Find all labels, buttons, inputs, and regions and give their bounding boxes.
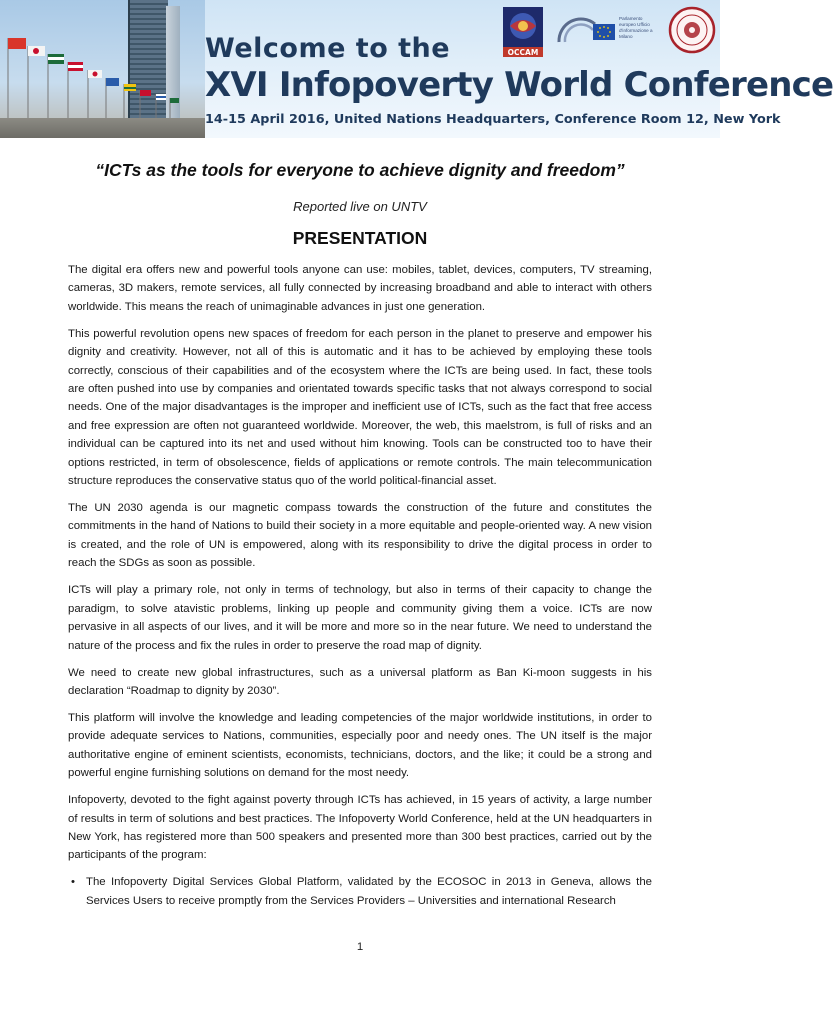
paragraph: We need to create new global infrastructures, such as a universal platform as Ban Ki-moon suggests in his declaration “Roadmap to dignity by 2030”. bbox=[68, 666, 652, 697]
banner-welcome-text: Welcome to the bbox=[205, 33, 451, 64]
occam-logo bbox=[502, 6, 544, 58]
european-parliament-logo bbox=[555, 12, 655, 52]
university-seal-logo bbox=[668, 6, 716, 54]
paragraph: ICTs will play a primary role, not only in terms of technology, but also in terms of their capacity to change the paradigm, to solve atavistic problems, linking up people and community giving them a voice. ICTs are now pervasive in all aspects of our lives, and it will be more and more so in the near future. We need to understand the nature of the process and fix the rules in order to preserve the road map of dignity. bbox=[68, 584, 652, 652]
paragraph: The digital era offers new and powerful tools anyone can use: mobiles, tablet, devices, computers, TV streaming, cameras, 3D makers, remote services, all fully connected by increasing broadband and able to interact with others worldwide. This means the reach of unimaginable advances in just one generation. bbox=[68, 264, 652, 313]
paragraph: This platform will involve the knowledge and leading competencies of the major worldwide institutions, in order to provide adequate services to Nations, communities, especially poor and needy ones. The UN itself is the major authoritative engine of eminent scientists, economists, technicians, doctors, and the like; it could be a strong and powerful engine furnishing solutions on demand for the most needy. bbox=[68, 711, 652, 780]
section-heading: PRESENTATION bbox=[292, 228, 428, 248]
parliament-emblem-icon bbox=[555, 12, 617, 52]
document-title: “ICTs as the tools for everyone to achieve dignity and freedom” bbox=[95, 160, 625, 180]
un-headquarters-photo bbox=[0, 0, 205, 138]
banner-conference-title: XVI Infopoverty World Conference bbox=[205, 65, 833, 105]
document-body bbox=[68, 160, 652, 919]
svg-text:OCCAM: OCCAM bbox=[507, 48, 539, 57]
paragraph: Infopoverty, devoted to the fight against poverty through ICTs has achieved, in 15 years of activity, a large number of results in term of solutions and best practices. The Infopoverty World Conference, held at the UN headquarters in New York, has registered more than 500 speakers and presented more than 300 best practices, carried out by the participants of the program: bbox=[68, 794, 652, 862]
paragraph: This powerful revolution opens new spaces of freedom for each person in the planet to preserve and empower his dignity and creativity. However, not all of this is automatic and it has to be achieved by employing these tools correctly, conscious of their capabilities and of the ecosystem where the ICTs are being used. In fact, these tools are often pushed into use by companies and orientated towards specific tasks that not always correspond to social needs. One of the major disadvantages is the improper and inefficient use of ICTs, such as the fact that free access and free expression are often not guaranteed worldwide. Moreover, the web, this maelstrom, is full of risks and an individual can be captured into its net and used without him knowing. Tools can be constructed too to have their options restricted, in term of obsolescence, fields of applications or remote controls. The main telecommunication structure reproduces the conservative status quo of the world political-financial asset. bbox=[68, 327, 652, 488]
bullet-icon: • bbox=[71, 876, 75, 889]
bullet-text: The Infopoverty Digital Services Global Platform, validated by the ECOSOC in 2013 in Geneva, allows the Services Users to receive promptly from the Services Providers – Universities and international Research bbox=[86, 876, 652, 907]
bullet-list-item bbox=[68, 873, 652, 910]
ep-office-text: Parlamento europeo Ufficio d'informazione a Milano bbox=[619, 16, 653, 39]
conference-banner bbox=[0, 0, 833, 138]
document-subtitle: Reported live on UNTV bbox=[293, 199, 427, 214]
banner-date-location: 14-15 April 2016, United Nations Headquarters, Conference Room 12, New York bbox=[205, 112, 781, 127]
page-number: 1 bbox=[356, 941, 364, 953]
paragraph: The UN 2030 agenda is our magnetic compass towards the construction of the future and constitutes the commitments in the hand of Nations to build their society in a more equitable and people-oriented way. A new vision is created, and the role of UN is empowered, along with its responsibility to drive the digital process in order to reach the SDGs as soon as possible. bbox=[68, 502, 652, 570]
